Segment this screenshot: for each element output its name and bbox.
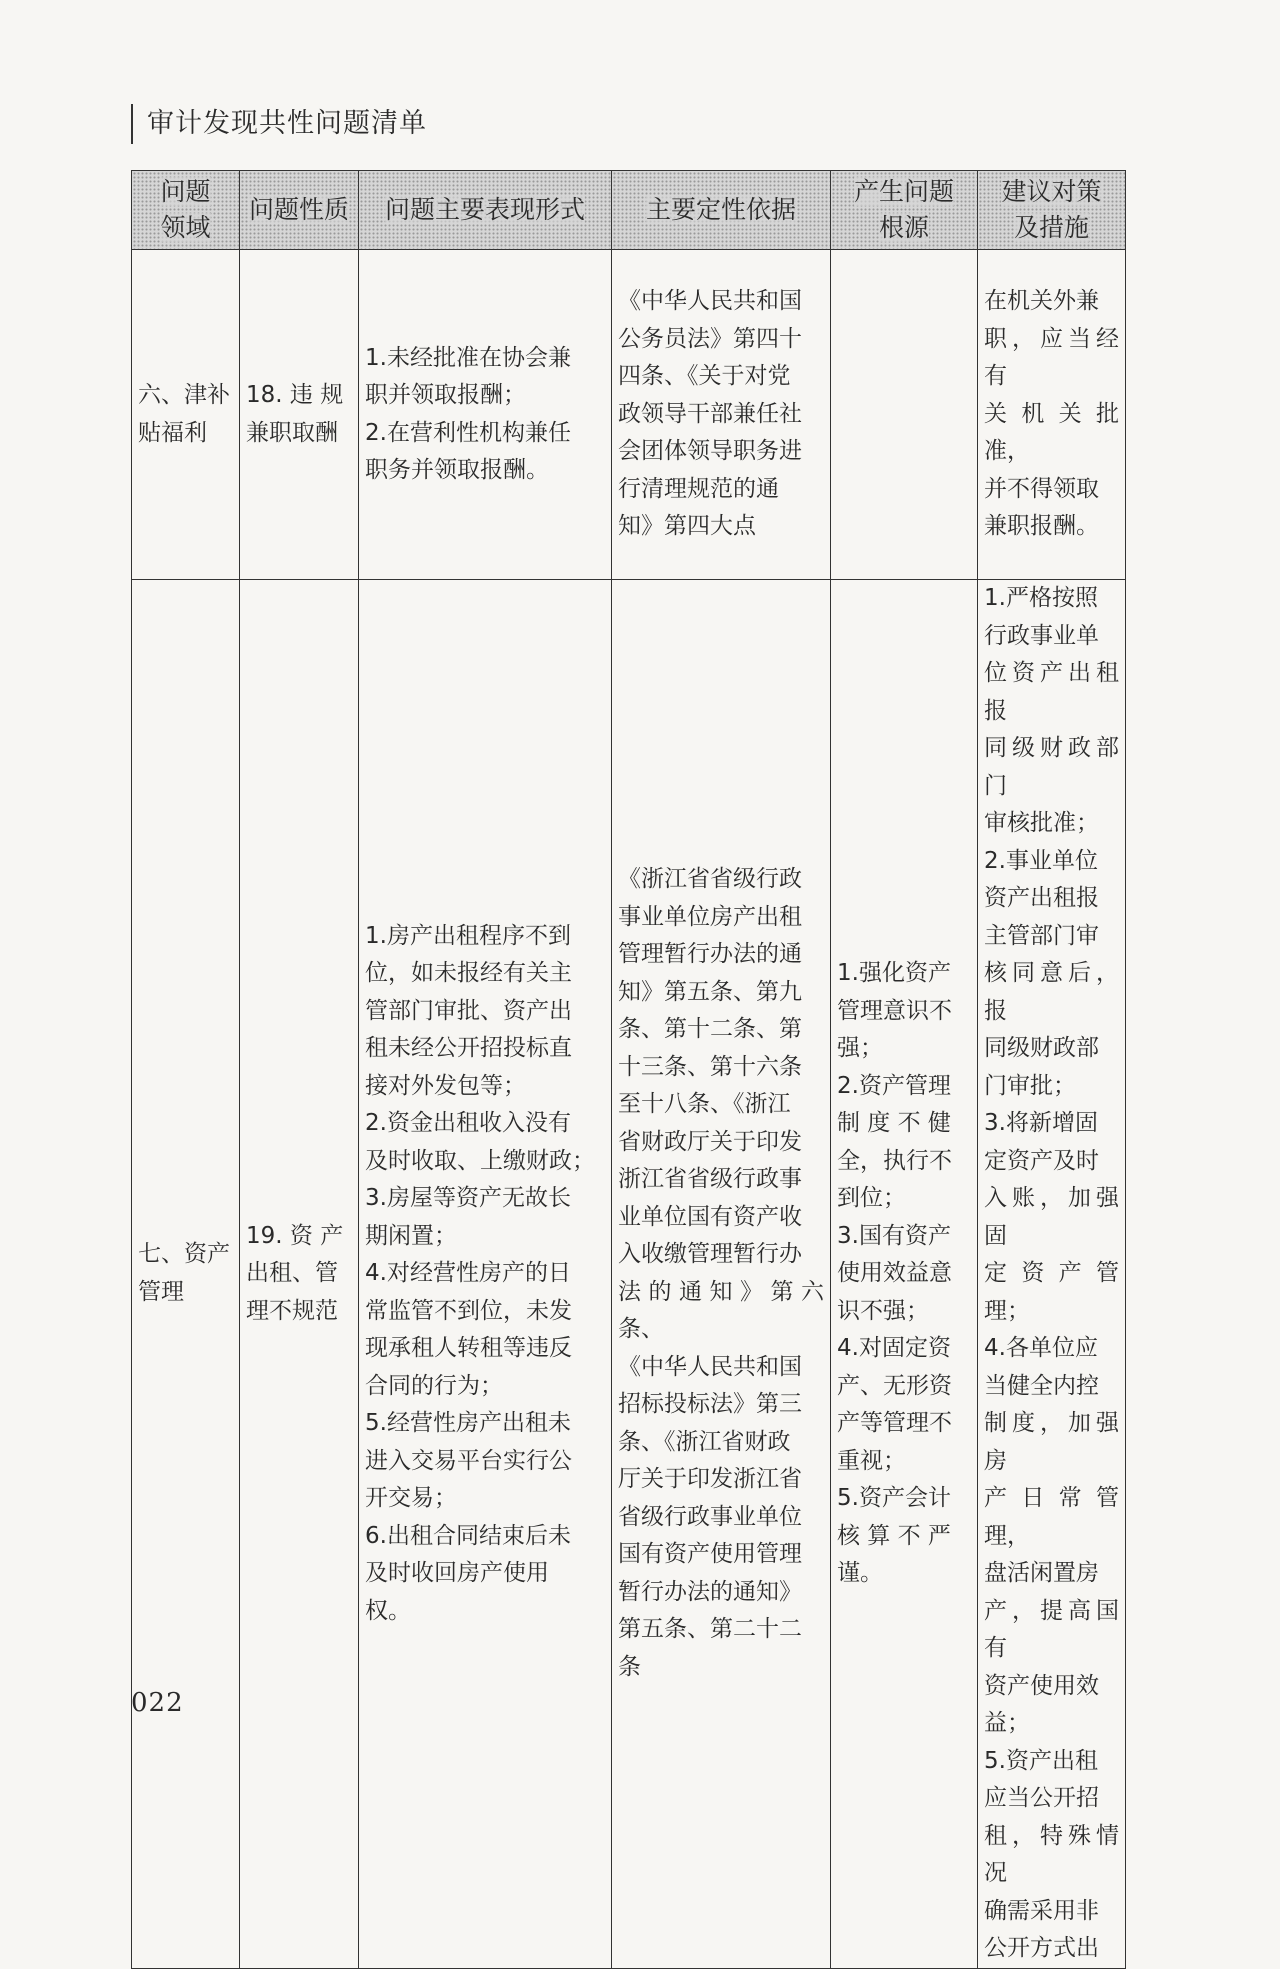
cell-manifestation <box>359 580 612 1969</box>
header-measures-label: 建议对策 及措施 <box>1001 177 1102 242</box>
page-number: 022 <box>131 1688 184 1718</box>
cell-domain-text: 六、津补 贴福利 <box>138 382 230 446</box>
cell-measures <box>978 580 1126 1969</box>
running-head: 审计发现共性问题清单 <box>131 104 427 144</box>
header-basis <box>612 171 831 250</box>
cell-measures <box>978 250 1126 580</box>
header-root-cause-label: 产生问题 根源 <box>853 177 954 242</box>
cell-manifestation-text: 1.房产出租程序不到 位，如未报经有关主 管部门审批、资产出 租未经公开招投标直 接对外发包等； 2.资金出租收入没有 及时收取、上缴财政； 3.房屋等资产无故长 期闲置； 4.对经营性房产的日 常监管不到位，未发 现承租人转租等违反 合同的行为； 5.经营性房产出租未 进入交易平台实行公 开交易； 6.出租合同结束后未 及时收回房产使用 权。 <box>365 922 595 1624</box>
header-domain <box>132 171 240 250</box>
table-row <box>132 580 1126 1969</box>
cell-manifestation-text: 1.未经批准在协会兼 职并领取报酬； 2.在营利性机构兼任 职务并领取报酬。 <box>365 344 571 483</box>
cell-basis <box>612 580 831 1969</box>
cell-measures-text: 在机关外兼 职，应当经有 关机关批准， 并不得领取 兼职报酬。 <box>984 288 1119 540</box>
cell-root-cause <box>831 580 978 1969</box>
header-manifestation-label: 问题主要表现形式 <box>384 195 585 224</box>
cell-basis <box>612 250 831 580</box>
table-row <box>132 250 1126 580</box>
cell-basis-text: 《浙江省省级行政 事业单位房产出租 管理暂行办法的通 知》第五条、第九 条、第十二条、第 十三条、第十六条 至十八条、《浙江 省财政厅关于印发 浙江省省级行政事 业单位国有资产收 入收缴管理暂行办 法的通知》第六条、 《中华人民共和国 招标投标法》第三 条、《浙江省财政 厅关于印发浙江省 省级行政事业单位 国有资产使用管理 暂行办法的通知》 第五条、第二十二 条 <box>618 866 824 1680</box>
header-root-cause <box>831 171 978 250</box>
cell-root-cause-text: 1.强化资产 管理意识不 强； 2.资产管理 制 度 不 健 全，执行不 到位； 3.国有资产 使用效益意 识不强； 4.对固定资 产、无形资 产等管理不 重视； 5.资产会计 核 算 不 严 谨。 <box>837 960 952 1586</box>
cell-nature <box>240 250 359 580</box>
header-nature <box>240 171 359 250</box>
cell-basis-text: 《中华人民共和国 公务员法》第四十 四条、《关于对党 政领导干部兼任社 会团体领导职务进 行清理规范的通 知》第四大点 <box>618 288 802 540</box>
table-header-row <box>132 171 1126 250</box>
header-nature-label: 问题性质 <box>248 195 349 224</box>
cell-measures-text: 1.严格按照 行政事业单 位资产出租报 同级财政部门 审核批准； 2.事业单位 资产出租报 主管部门审 核同意后，报 同级财政部 门审批； 3.将新增固 定资产及时 入账，加强固 定资产管理； 4.各单位应 当健全内控 制度，加强房 产日常管理， 盘活闲置房 产，提高国有 资产使用效 益； 5.资产出租 应当公开招 租，特殊情况 确需采用非 公开方式出 <box>984 585 1119 1961</box>
cell-nature-text: 19. 资 产 出租、管 理不规范 <box>246 1222 344 1324</box>
header-manifestation <box>359 171 612 250</box>
cell-domain-text: 七、资产 管理 <box>138 1241 230 1305</box>
header-basis-label: 主要定性依据 <box>645 195 796 224</box>
cell-nature-text: 18. 违 规 兼职取酬 <box>246 382 344 446</box>
cell-root-cause <box>831 250 978 580</box>
cell-manifestation <box>359 250 612 580</box>
cell-nature <box>240 580 359 1969</box>
header-domain-label: 问题 领域 <box>160 177 211 242</box>
audit-issues-table <box>131 170 1126 1969</box>
header-measures <box>978 171 1126 250</box>
cell-domain <box>132 580 240 1969</box>
cell-domain <box>132 250 240 580</box>
